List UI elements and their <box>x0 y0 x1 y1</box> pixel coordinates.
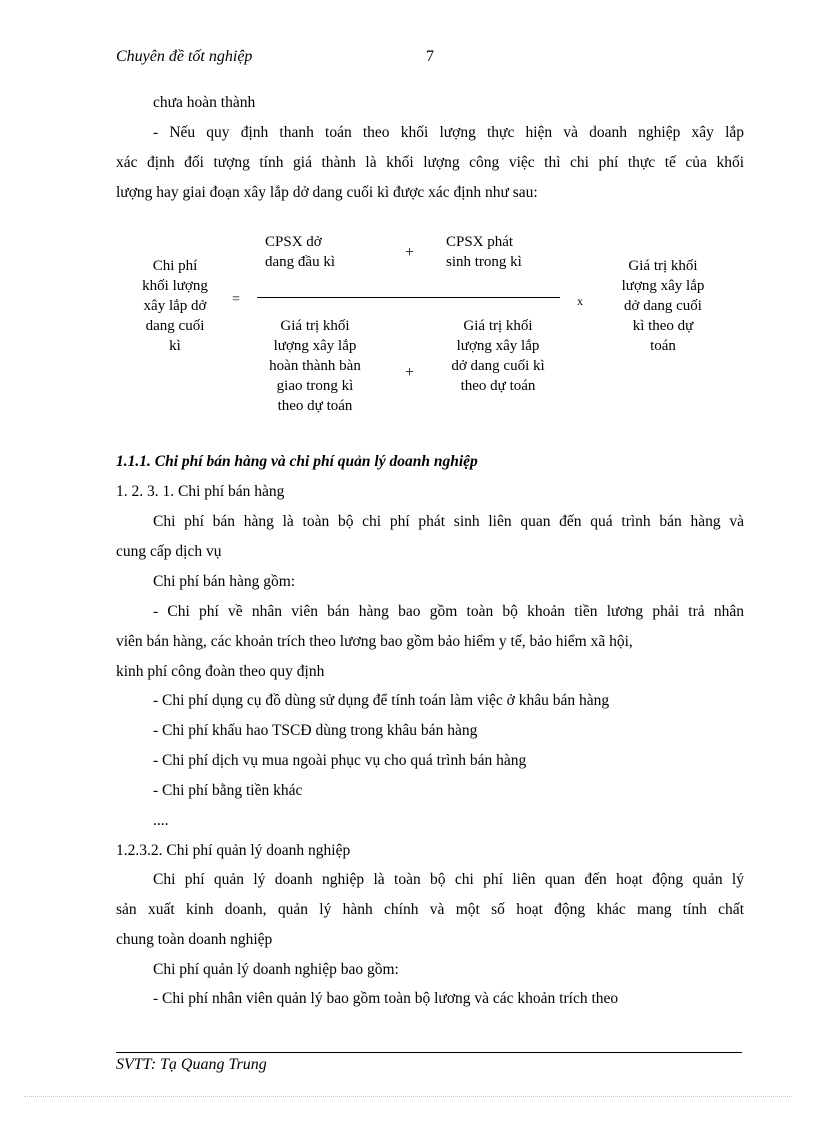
plus-sign: + <box>405 244 415 261</box>
formula-lhs <box>120 256 230 356</box>
list-item: - Chi phí bằng tiền khác <box>153 782 303 799</box>
footer-author: SVTT: Tạ Quang Trung <box>116 1056 267 1073</box>
text-line: viên bán hàng, các khoản trích theo lương bao gồm bảo hiểm y tế, bảo hiểm xã hội, <box>116 633 633 650</box>
formula-text: dở dang cuối kì <box>451 358 545 374</box>
text-line: xác định đối tượng tính giá thành là khối lượng công việc thì chi phí thực tế của khối <box>116 154 744 171</box>
formula-text: lượng xây lắp <box>456 338 540 354</box>
header-title: Chuyên đề tốt nghiệp <box>116 48 253 65</box>
list-item: - Chi phí dịch vụ mua ngoài phục vụ cho quá trình bán hàng <box>153 752 527 769</box>
formula-text: Giá trị khối <box>280 318 350 334</box>
text-line: Chi phí bán hàng gồm: <box>153 573 296 590</box>
formula-text: lượng xây lắp <box>621 278 705 294</box>
formula-text: Giá trị khối <box>628 258 698 274</box>
multiply-sign: x <box>577 294 583 308</box>
text-line: kinh phí công đoàn theo quy định <box>116 663 325 680</box>
page-edge-divider <box>24 1096 792 1097</box>
formula-text: toán <box>650 338 676 354</box>
formula-text: dang đầu kì <box>265 254 335 270</box>
formula-text: xây lắp dở <box>143 298 207 314</box>
subsection-heading: 1.2.3.2. Chi phí quản lý doanh nghiệp <box>116 842 351 859</box>
formula-text: CPSX phát <box>446 234 514 250</box>
formula-text: dang cuối <box>145 318 205 334</box>
text-line: lượng hay giai đoạn xây lắp dở dang cuối kì được xác định như sau: <box>116 184 538 201</box>
section-heading: 1.1.1. Chi phí bán hàng và chi phí quản lý doanh nghiệp <box>116 453 478 470</box>
equals-sign: = <box>232 292 240 307</box>
formula-text: giao trong kì <box>276 378 354 394</box>
formula-text: theo dự toán <box>277 398 353 414</box>
page-number: 7 <box>426 48 434 65</box>
formula-rhs <box>603 256 723 356</box>
list-item: - Chi phí nhân viên quản lý bao gồm toàn bộ lương và các khoản trích theo <box>153 990 619 1007</box>
subsection-heading: 1. 2. 3. 1. Chi phí bán hàng <box>116 483 285 500</box>
footer-rule <box>116 1052 742 1053</box>
formula-text: kì <box>169 338 181 354</box>
formula-text: Giá trị khối <box>463 318 533 334</box>
denominator-1 <box>250 316 380 416</box>
denominator-2 <box>433 316 563 396</box>
numerator-2 <box>432 232 566 272</box>
formula-text: CPSX dở <box>265 234 322 250</box>
text-line: - Chi phí về nhân viên bán hàng bao gồm toàn bộ khoản tiền lương phải trả nhân <box>153 603 744 620</box>
formula-text: lượng xây lắp <box>273 338 357 354</box>
fraction-bar <box>257 297 560 298</box>
list-item: - Chi phí khấu hao TSCĐ dùng trong khâu bán hàng <box>153 722 478 739</box>
formula-text: kì theo dự <box>632 318 694 334</box>
formula-text: theo dự toán <box>460 378 536 394</box>
text-line: sản xuất kinh doanh, quản lý hành chính và một số hoạt động khác mang tính chất <box>116 901 744 918</box>
text-line: Chi phí bán hàng là toàn bộ chi phí phát sinh liên quan đến quá trình bán hàng và <box>153 513 744 530</box>
text-line: chung toàn doanh nghiệp <box>116 931 273 948</box>
text-line: cung cấp dịch vụ <box>116 543 222 560</box>
text-line: chưa hoàn thành <box>153 94 256 111</box>
text-line: - Nếu quy định thanh toán theo khối lượng thực hiện và doanh nghiệp xây lắp <box>153 124 744 141</box>
ellipsis: .... <box>153 812 169 829</box>
formula-text: Chi phí <box>152 258 198 274</box>
numerator-1 <box>245 232 375 272</box>
plus-sign: + <box>405 364 415 381</box>
text-line: Chi phí quản lý doanh nghiệp là toàn bộ chi phí liên quan đến hoạt động quản lý <box>153 871 744 888</box>
list-item: - Chi phí dụng cụ đồ dùng sử dụng để tính toán làm việc ở khâu bán hàng <box>153 692 610 709</box>
formula-text: dở dang cuối <box>624 298 702 314</box>
text-line: Chi phí quản lý doanh nghiệp bao gồm: <box>153 961 399 978</box>
formula-text: hoàn thành bàn <box>269 358 361 374</box>
formula-text: khối lượng <box>142 278 208 294</box>
formula-text: sinh trong kì <box>446 254 522 270</box>
